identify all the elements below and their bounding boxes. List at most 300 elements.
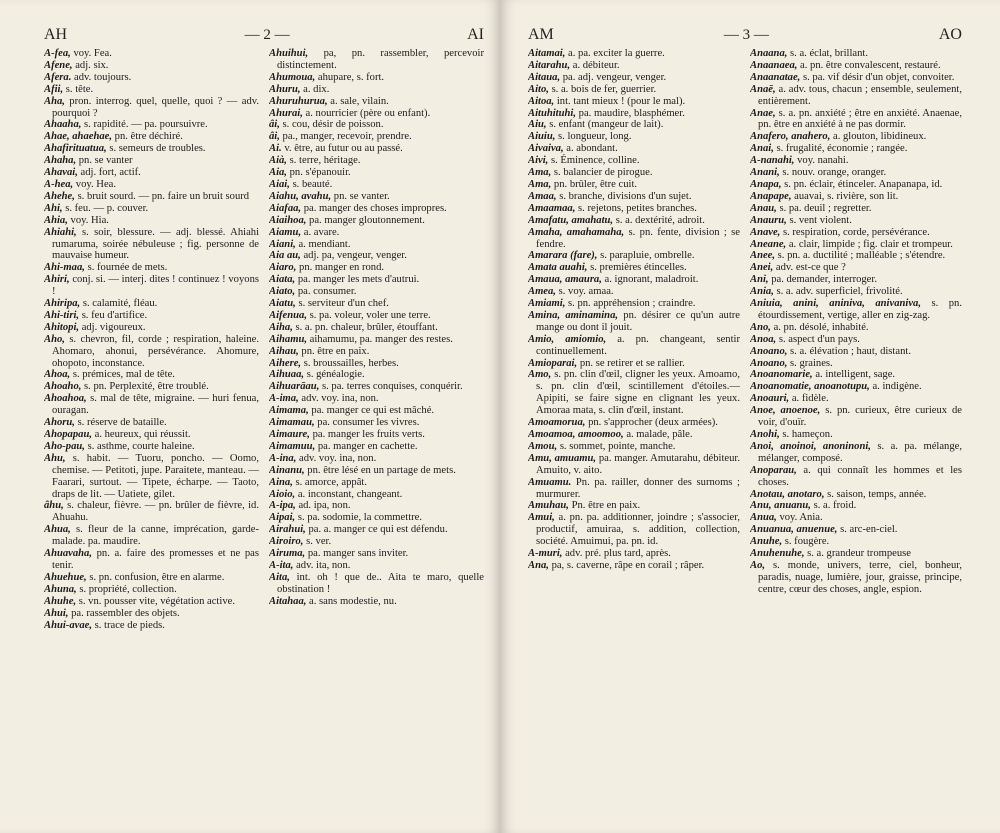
dictionary-entry <box>750 227 962 239</box>
definition: s. amorce, appât. <box>295 476 367 488</box>
definition: s. pn. appréhension ; craindre. <box>568 298 696 310</box>
dictionary-entry <box>750 203 962 215</box>
definition: s. a. élévation ; haut, distant. <box>790 345 911 357</box>
definition: s. frugalité, économie ; rangée. <box>776 143 908 155</box>
definition: pa. consumer. <box>297 286 357 298</box>
dictionary-entry <box>750 84 962 108</box>
dictionary-entry <box>44 500 259 524</box>
headword: A-ita, <box>269 559 294 571</box>
definition: a. sale, vilain. <box>330 95 389 107</box>
dictionary-entry <box>528 203 740 215</box>
definition: ad. ipa, non. <box>298 500 351 512</box>
definition: s. sommet, pointe, manche. <box>559 440 676 452</box>
dictionary-entry <box>269 596 484 608</box>
headword: Ahuavaha, <box>44 548 92 560</box>
definition: adv. voy. ina, non. <box>299 452 377 464</box>
dictionary-entry <box>528 227 740 251</box>
definition: s. vn. pousser vite, végétation active. <box>78 595 235 607</box>
definition: adj. vigoureux. <box>81 321 146 333</box>
definition: adj. pa, vengeur, venger. <box>303 250 407 262</box>
dictionary-entry <box>750 60 962 72</box>
headword: Aihuarāau, <box>269 381 320 393</box>
dictionary-entry <box>44 548 259 572</box>
definition: int. tant mieux ! (pour le mal). <box>556 95 686 107</box>
headword: Ai. <box>269 143 282 155</box>
dictionary-entry <box>44 155 259 167</box>
definition: pa. adj. vengeur, venger. <box>562 71 667 83</box>
headword: Ahitopi, <box>44 321 80 333</box>
headword: Amuamu. <box>528 476 572 488</box>
dictionary-entry <box>44 191 259 203</box>
dictionary-entry <box>44 584 259 596</box>
headword: Anaana, <box>750 48 788 59</box>
headword: Ahi, <box>44 202 63 214</box>
definition: adj. fort, actif. <box>80 167 141 179</box>
definition: s. calamité, fléau. <box>82 298 158 310</box>
definition: pa. manger sans inviter. <box>307 548 409 560</box>
headword: Afene, <box>44 59 73 71</box>
definition: pn. s'approcher (deux armées). <box>588 417 718 429</box>
dictionary-entry <box>269 548 484 560</box>
headword: Anotau, anotaro, <box>750 488 825 500</box>
headword: Amaha, amahamaha, <box>528 226 625 238</box>
dictionary-entry <box>528 215 740 227</box>
dictionary-entry <box>750 346 962 358</box>
dictionary-entry <box>750 286 962 298</box>
definition: pa. manger les mets d'autrui. <box>297 274 420 286</box>
left-header-right-letters: AI <box>467 26 484 43</box>
headword: Aitaua, <box>528 71 561 83</box>
headword: âi, <box>269 119 280 131</box>
definition: s. mal de tête, migraine. — huri fenua, ouragan. <box>52 393 259 417</box>
definition: a. pa. exciter la guerre. <box>568 48 665 59</box>
definition: pron. interrog. quel, quelle, quoi ? — adv. pourquoi ? <box>52 95 259 119</box>
dictionary-entry <box>750 215 962 227</box>
definition: s. asthme, courte haleine. <box>87 440 195 452</box>
headword: Ahuhe, <box>44 595 77 607</box>
dictionary-entry <box>269 274 484 286</box>
dictionary-entry <box>44 381 259 393</box>
dictionary-entry <box>750 191 962 203</box>
headword: Ahoa, <box>44 369 71 381</box>
headword: Ahuruhurua, <box>269 95 328 107</box>
dictionary-entry <box>269 322 484 334</box>
dictionary-entry <box>44 96 259 120</box>
headword: Aiata, <box>269 274 296 286</box>
dictionary-entry <box>750 560 962 596</box>
definition: s. pn. clin d'œil, cligner les yeux. Amoamo, s. pn. clin d'œil, scintillement d'étoiles.—Apipiti, se faire signe en clignant les yeux. Amoraa mata, s. clin d'œil, instant. <box>536 369 740 417</box>
dictionary-entry <box>750 536 962 548</box>
headword: Amou, <box>528 440 558 452</box>
definition: adv. voy. ina, non. <box>301 393 379 405</box>
dictionary-entry <box>269 227 484 239</box>
dictionary-entry <box>44 572 259 584</box>
headword: Ahui-avae, <box>44 619 92 631</box>
dictionary-entry <box>528 298 740 310</box>
definition: s. pn. curieux, être curieux de voir, d'ouïr. <box>758 405 962 429</box>
definition: s. pa. deuil ; regretter. <box>779 202 872 214</box>
definition: s. pn. confusion, être en alarme. <box>89 571 225 583</box>
definition: pa. manger ce qui est mâché. <box>311 405 435 417</box>
definition: a. mendiant. <box>298 238 351 250</box>
headword: Anoauri, <box>750 393 790 405</box>
headword: Aiu, <box>528 119 547 131</box>
dictionary-entry <box>750 512 962 524</box>
dictionary-entry <box>269 429 484 441</box>
dictionary-entry <box>269 250 484 262</box>
headword: Aipai, <box>269 512 296 524</box>
definition: adv. toujours. <box>74 71 132 83</box>
definition: s. aspect d'un pays. <box>778 333 860 345</box>
headword: Aia au, <box>269 250 301 262</box>
headword: Amuhau, <box>528 500 569 512</box>
dictionary-entry <box>269 393 484 405</box>
definition: s. arc-en-ciel. <box>840 524 898 536</box>
dictionary-entry <box>528 167 740 179</box>
dictionary-entry <box>44 227 259 263</box>
definition: aihamumu, pa. manger des restes. <box>309 333 453 345</box>
headword: Afii, <box>44 83 64 95</box>
headword: âhu, <box>44 500 64 512</box>
headword: Anafero, anahero, <box>750 131 831 143</box>
definition: s. beauté. <box>292 178 333 190</box>
headword: Anapa, <box>750 178 782 190</box>
dictionary-entry <box>44 131 259 143</box>
dictionary-entry <box>528 131 740 143</box>
definition: pn. se vanter. <box>333 190 390 202</box>
dictionary-entry <box>269 512 484 524</box>
definition: s. nouv. orange, oranger. <box>782 167 887 179</box>
headword: Ahiripa, <box>44 298 81 310</box>
definition: s. monde, univers, terre, ciel, bonheur, paradis, nuage, lumière, jour, graisse, principe, centre, cœur des choses, angle, espion. <box>758 559 962 595</box>
dictionary-entry <box>269 191 484 203</box>
dictionary-entry <box>750 48 962 60</box>
definition: voy. Fea. <box>73 48 112 59</box>
dictionary-entry <box>269 131 484 143</box>
dictionary-entry <box>528 441 740 453</box>
headword: Amoamoa, amoomoo, <box>528 429 624 440</box>
headword: Ania, <box>750 286 774 298</box>
headword: Ahopapau, <box>44 429 92 440</box>
dictionary-entry <box>528 358 740 370</box>
headword: Ana, <box>528 559 549 571</box>
dictionary-entry <box>528 143 740 155</box>
dictionary-entry <box>44 167 259 179</box>
headword: Aiai, <box>269 178 290 190</box>
dictionary-entry <box>269 167 484 179</box>
definition: conj. si. — interj. dites ! continuez ! voyons ! <box>52 274 259 298</box>
dictionary-entry <box>269 72 484 84</box>
dictionary-entry <box>750 179 962 191</box>
dictionary-entry <box>528 48 740 60</box>
definition: s. soir, blessure. — adj. blessé. Ahiahi rumaruma, soirée nébuleuse ; fig. personne de mauvaise humeur. <box>52 226 259 262</box>
definition: s. cou, désir de poisson. <box>282 119 384 131</box>
dictionary-entry <box>750 429 962 441</box>
headword: Amiami, <box>528 298 566 310</box>
headword: Aitarahu, <box>528 59 571 71</box>
headword: Aiahu, avahu, <box>269 190 332 202</box>
dictionary-entry <box>528 334 740 358</box>
headword: Ahi-tiri, <box>44 309 80 321</box>
headword: Aha, <box>44 95 65 107</box>
definition: s. semeurs de troubles. <box>109 143 206 155</box>
dictionary-entry <box>528 274 740 286</box>
definition: s. tête. <box>65 83 94 95</box>
definition: s. premières étincelles. <box>590 262 687 274</box>
definition: s. chaleur, fièvre. — pn. brûler de fièvre, id. Ahuahu. <box>52 500 259 524</box>
dictionary-entry <box>269 203 484 215</box>
headword: Anoanomatie, anoanotupu, <box>750 381 870 393</box>
definition: s. chevron, fil, corde ; respiration, haleine. Ahomaro, ahonui, persévérance. Ahomure, ohopoto, inconstance. <box>52 333 259 369</box>
definition: pa., manger, recevoir, prendre. <box>282 131 412 143</box>
dictionary-entry <box>44 48 259 60</box>
headword: Amaa, <box>528 190 557 202</box>
definition: s. feu. — p. couver. <box>65 202 149 214</box>
right-column-1 <box>528 48 740 818</box>
headword: Aihamu, <box>269 333 307 345</box>
headword: Ahuihui, <box>269 48 309 59</box>
headword: Amarara (fare), <box>528 250 598 262</box>
definition: pa. maudire, blasphémer. <box>578 107 685 119</box>
headword: Anoanomarie, <box>750 369 813 381</box>
definition: s. pa. terres conquises, conquérir. <box>322 381 463 393</box>
definition: v. être, au futur ou au passé. <box>284 143 403 155</box>
dictionary-entry <box>528 60 740 72</box>
definition: voy. nanahi. <box>797 155 849 167</box>
headword: Aneane, <box>750 238 787 250</box>
definition: s. pn. éclair, étinceler. Anapanapa, id. <box>784 178 943 190</box>
dictionary-entry <box>750 274 962 286</box>
definition: s. branche, divisions d'un sujet. <box>559 190 692 202</box>
definition: s. graines. <box>790 357 833 369</box>
headword: Anoano, <box>750 357 788 369</box>
definition: a. inconstant, changeant. <box>297 488 403 500</box>
definition: a. abondant. <box>566 143 618 155</box>
headword: Amea, <box>528 286 556 298</box>
headword: Aiuiu, <box>528 131 556 143</box>
headword: Aihere, <box>269 357 302 369</box>
left-page-number: — 2 — <box>244 27 290 43</box>
headword: Amata auahi, <box>528 262 588 274</box>
dictionary-entry <box>528 369 740 417</box>
definition: pn. a. faire des promesses et ne pas tenir. <box>52 548 259 571</box>
headword: Aia, <box>269 167 287 179</box>
dictionary-entry <box>44 143 259 155</box>
dictionary-entry <box>269 405 484 417</box>
definition: pn. brûler, être cuit. <box>553 178 638 190</box>
definition: a. clair, limpide ; fig. clair et trompeur. <box>788 238 953 250</box>
definition: s. a. pn. anxiété ; être en anxiété. Anaenae, pn. être en anxiété à ne pas dormir. <box>758 107 962 131</box>
definition: s. saison, temps, année. <box>827 488 927 500</box>
headword: Aita, <box>269 571 290 583</box>
definition: pa. manger en cachette. <box>317 440 418 452</box>
dictionary-entry <box>528 108 740 120</box>
headword: Aiaihoa, <box>269 214 307 226</box>
dictionary-entry <box>269 286 484 298</box>
headword: Aifenua, <box>269 309 307 321</box>
dictionary-entry <box>528 96 740 108</box>
definition: adv. est-ce que ? <box>775 262 846 274</box>
dictionary-entry <box>750 167 962 179</box>
definition: s. feu d'artifice. <box>81 309 148 321</box>
headword: Ahehe, <box>44 190 75 202</box>
dictionary-entry <box>269 298 484 310</box>
definition: a. pn. être convalescent, restauré. <box>800 59 941 71</box>
dictionary-entry <box>269 310 484 322</box>
headword: Anuanua, anuenue, <box>750 524 838 536</box>
headword: Aivaiva, <box>528 143 564 155</box>
headword: Anua, <box>750 512 777 524</box>
dictionary-entry <box>269 239 484 251</box>
headword: Anaē, <box>750 83 776 95</box>
dictionary-entry <box>269 334 484 346</box>
headword: Aniuia, anini, aniniva, anivaniva, <box>750 298 921 310</box>
headword: Ani, <box>750 274 769 286</box>
headword: Anoe, anoenoe, <box>750 405 821 417</box>
dictionary-entry <box>750 358 962 370</box>
definition: a. adv. tous, chacun ; ensemble, seulement, entièrement. <box>758 83 962 107</box>
headword: Ahoahoa, <box>44 393 87 405</box>
definition: s. a. pn. chaleur, brûler, étouffant. <box>295 321 438 333</box>
dictionary-entry <box>269 477 484 489</box>
definition: s. trace de pieds. <box>94 619 165 631</box>
headword: Ama, <box>528 178 552 190</box>
headword: Afera. <box>44 71 72 83</box>
headword: A-hea, <box>44 178 74 190</box>
headword: Ahi-maa, <box>44 262 85 274</box>
headword: Ahafirituatua, <box>44 143 107 155</box>
definition: s. rejetons, petites branches. <box>578 202 697 214</box>
headword: Amui, <box>528 512 555 524</box>
definition: pa, s. caverne, râpe en corail ; râper. <box>551 559 705 571</box>
headword: Amafatu, amahatu, <box>528 214 614 226</box>
definition: pa, pn. rassembler, percevoir distinctement. <box>277 48 484 71</box>
headword: Anuhe, <box>750 536 783 548</box>
left-page-columns <box>44 48 484 818</box>
definition: s. fleur de la canne, imprécation, garde-malade. pa. maudire. <box>52 524 259 548</box>
headword: Anave, <box>750 226 781 238</box>
definition: s. balancier de pirogue. <box>553 167 653 179</box>
dictionary-entry <box>528 286 740 298</box>
headword: Aimamuu, <box>269 440 316 452</box>
dictionary-entry <box>269 179 484 191</box>
headword: Anu, anuanu, <box>750 500 811 512</box>
dictionary-entry <box>44 84 259 96</box>
right-page <box>500 0 1000 833</box>
definition: s. fournée de mets. <box>87 262 168 274</box>
definition: pn. être déchiré. <box>114 131 183 143</box>
definition: pn. se retirer et se rallier. <box>579 357 685 369</box>
definition: s. prémices, mal de tête. <box>72 369 175 381</box>
dictionary-entry <box>750 155 962 167</box>
dictionary-entry <box>44 596 259 608</box>
headword: Ahaaha, <box>44 119 82 131</box>
headword: A-ipa, <box>269 500 296 512</box>
definition: s. pa. sodomie, la commettre. <box>297 512 423 524</box>
dictionary-entry <box>750 250 962 262</box>
dictionary-entry <box>44 203 259 215</box>
headword: Ahua, <box>44 524 71 536</box>
definition: int. oh ! que de.. Aita te maro, quelle obstination ! <box>277 571 484 595</box>
definition: s. hameçon. <box>782 429 833 440</box>
headword: Anauru, <box>750 214 787 226</box>
headword: Anaanatae, <box>750 71 801 83</box>
definition: s. bruit sourd. — pn. faire un bruit sourd <box>77 190 250 202</box>
dictionary-entry <box>269 262 484 274</box>
definition: pa. demander, interroger. <box>771 274 877 286</box>
definition: s. a. dextérité, adroit. <box>615 214 705 226</box>
dictionary-entry <box>528 453 740 477</box>
definition: s. broussailles, herbes. <box>303 357 399 369</box>
dictionary-entry <box>44 274 259 298</box>
dictionary-entry <box>269 381 484 393</box>
dictionary-entry <box>269 48 484 72</box>
headword: Aho-pau, <box>44 440 85 452</box>
definition: a. intelligent, sage. <box>815 369 896 381</box>
dictionary-entry <box>44 608 259 620</box>
definition: pn. se vanter <box>78 155 133 167</box>
left-header-left-letters: AH <box>44 26 68 43</box>
headword: Anaanaea, <box>750 59 798 71</box>
dictionary-entry <box>750 489 962 501</box>
headword: Ahu, <box>44 452 66 464</box>
dictionary-entry <box>528 191 740 203</box>
dictionary-entry <box>528 250 740 262</box>
dictionary-entry <box>750 143 962 155</box>
dictionary-entry <box>269 572 484 596</box>
headword: Anoparau, <box>750 464 797 476</box>
dictionary-entry <box>269 155 484 167</box>
right-page-number: — 3 — <box>723 27 769 43</box>
definition: a. avare. <box>303 226 340 238</box>
dictionary-entry <box>269 108 484 120</box>
dictionary-entry <box>269 489 484 501</box>
dictionary-entry <box>528 477 740 501</box>
dictionary-entry <box>269 417 484 429</box>
definition: a. indigène. <box>872 381 922 393</box>
dictionary-entry <box>750 548 962 560</box>
definition: s. a. éclat, brillant. <box>790 48 868 59</box>
headword: Ama, <box>528 167 552 179</box>
headword: Ahiri, <box>44 274 70 286</box>
dictionary-entry <box>44 429 259 441</box>
definition: s. enfant (mangeur de lait). <box>549 119 664 131</box>
dictionary-entry <box>44 215 259 227</box>
definition: s. a. pa. mélange, mélanger, composé. <box>758 440 962 464</box>
dictionary-entry <box>269 346 484 358</box>
definition: s. habit. — Tuoru, poncho. — Oomo, chemise. — Petitoti, jupe. Paraitete, manteau. — Faarari, surtout. — Tipete, écharpe. — Taoto, draps de lit. — Uatiete, gilet. <box>52 452 259 500</box>
headword: Aiatu, <box>269 298 296 310</box>
definition: pa. rassembler des objets. <box>71 607 180 619</box>
headword: Anuhenuhe, <box>750 548 805 560</box>
definition: pa. a. manger ce qui est défendu. <box>308 524 448 536</box>
headword: Amina, aminamina, <box>528 309 619 321</box>
headword: Ao, <box>750 559 766 571</box>
headword: Aiafaa, <box>269 202 302 214</box>
dictionary-entry <box>269 358 484 370</box>
dictionary-entry <box>528 429 740 441</box>
left-column-2 <box>269 48 484 818</box>
definition: s. ver. <box>306 536 332 548</box>
headword: Amu, amuamu, <box>528 452 597 464</box>
definition: a. pn. désolé, inhabité. <box>773 321 869 333</box>
dictionary-entry <box>528 119 740 131</box>
definition: ahupare, s. fort. <box>317 71 385 83</box>
dictionary-entry <box>528 500 740 512</box>
headword: Aimamau, <box>269 417 315 429</box>
definition: voy. Hia. <box>70 214 109 226</box>
headword: Airahui, <box>269 524 306 536</box>
